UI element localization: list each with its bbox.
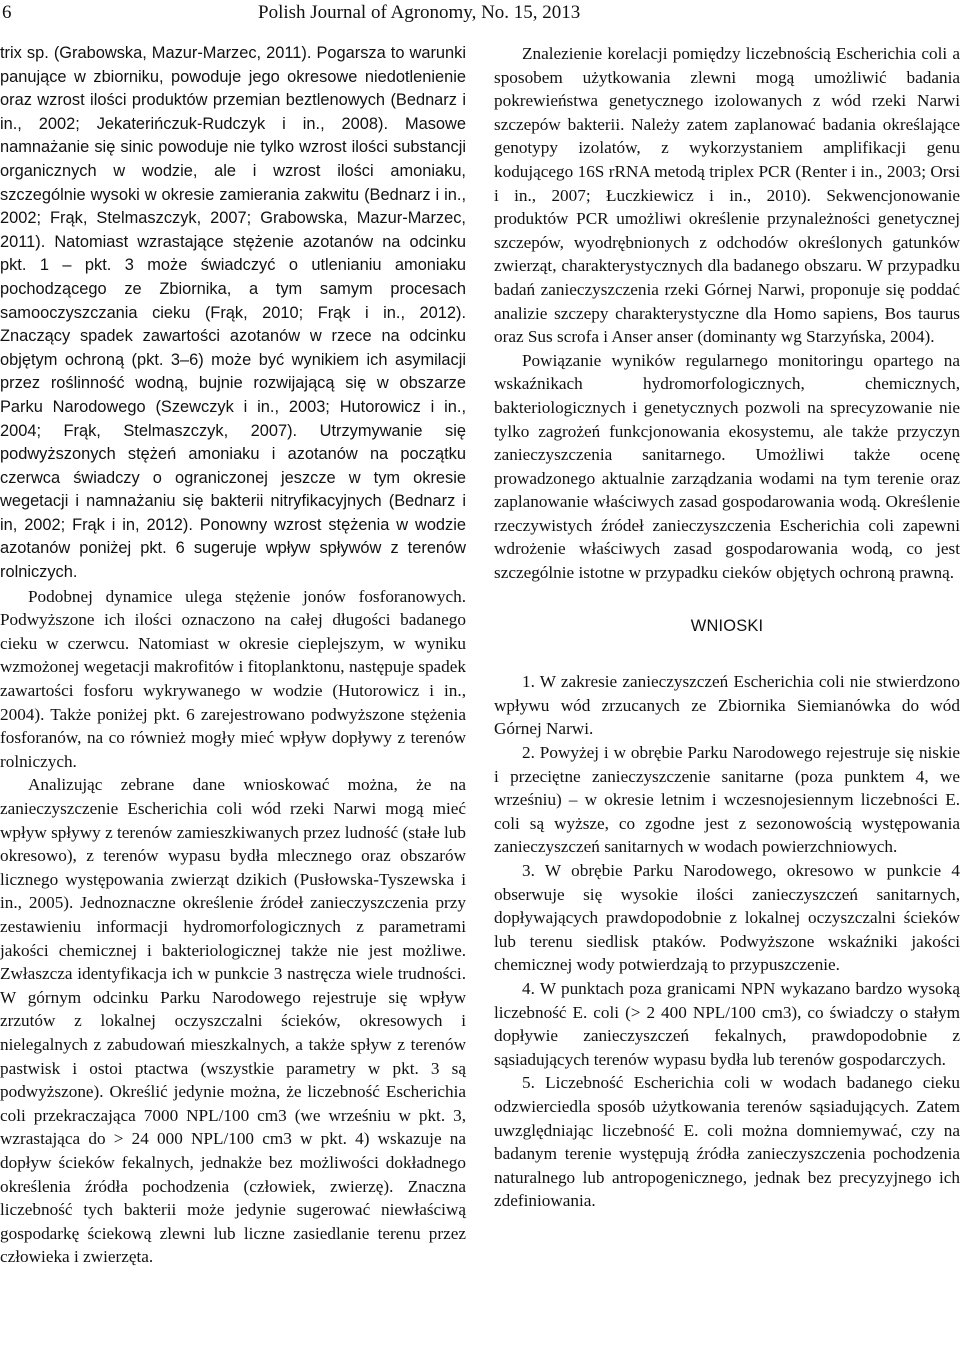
conclusion-item-1-text: 1. W zakresie zanieczyszczeń Escherichia coli nie stwierdzono wpływu wód zrzucanych ze Zbiornika Siemianówka do wód Górnej Narwi. xyxy=(494,672,960,739)
conclusion-item-3-text: 3. W obrębie Parku Narodowego, okresowo w punkcie 4 obserwuje się wysokie ilości zanieczyszczeń sanitarnych, dopływających prawdopodobnie z lokalnej oczyszczalni ścieków lub terenu siedlisk ptaków. Podwyższone wskaźniki jakości chemicznej wody potwierdzają to przypuszczenie. xyxy=(494,861,960,975)
paragraph-monitoring-text: Powiązanie wyników regularnego monitoringu opartego na wskaźnikach hydromorfologicznych, chemicznych, bakteriologicznych i genetycznych pozwoli na sprecyzowanie nie tylko zagrożeń funkcjonowania ekosystemu, ale także przyczyn zanieczyszczenia sanitarnego. Umożliwi także ocenę prowadzonego aktualnie zarządzania wodami na tym terenie oraz zaplanowanie właściwych zasad gospodarowania wodą. Określenie rzeczywistych źródeł zanieczyszczenia Escherichia coli zapewni wdrożenie właściwych zasad gospodarowania wodą, co jest szczególnie istotne w przypadku cieków objętych ochroną prawną. xyxy=(494,350,960,583)
paragraph-ecoli-sources xyxy=(0,773,466,1268)
page-number: 6 xyxy=(2,2,12,23)
paragraph-nitrogen: trix sp. (Grabowska, Mazur-Marzec, 2011). Pogarsza to warunki panujące w zbiorniku, powoduje jego okresowe niedotlenienie oraz wzrost ilości produktów przemian beztlenowych (Bednarz i in., 2002; Jekaterińczuk-Rudczyk i in., 2008). Masowe namnażanie się sinic powoduje nie tylko wzrost ilości substancji organicznych w wodzie, ale i wzrost ilości amoniaku, szczególnie wysoki w okresie zamierania zakwitu (Bednarz i in., 2002; Frąk, Stelmaszczyk, 2007; Grabowska, Mazur-Marzec, 2011). Natomiast wzrastające stężenie azotanów na odcinku pkt. 1 – pkt. 3 może świadczyć o utlenianiu amoniaku pochodzącego ze Zbiornika, a tym samym procesach samooczyszczania cieku (Frąk, 2010; Frąk i in., 2012). Znaczący spadek zawartości azotanów w rzece na odcinku objętym ochroną (pkt. 3–6) może być wynikiem ich asymilacji przez roślinność wodną, bujnie rozwijającą się w obszarze Parku Narodowego (Szewczyk i in., 2003; Hutorowicz i in., 2004; Frąk, Stelmaszczyk, 2007). Utrzymywanie się podwyższonych stężeń amoniaku i azotanów na początku czerwca świadczy o ograniczonej jeszcze w tym okresie wegetacji i namnażaniu się bakterii nitryfikacyjnych (Bednarz i in, 2002; Frąk i in, 2012). Ponowny wzrost stężenia w wodzie azotanów poniżej pkt. 6 sugeruje wpływ spływów z terenów rolniczych. xyxy=(0,44,466,582)
conclusion-item-4-text: 4. W punktach poza granicami NPN wykazano bardzo wysoką liczebność E. coli (> 2 400 NPL/100 cm3), co świadczy o stałym dopływie zanieczyszczeń fekalnych, prawdopodobnie z sąsiadujących terenów wypasu bydła lub terenów gospodarczych. xyxy=(494,978,960,1069)
conclusion-item-3 xyxy=(494,859,960,977)
conclusion-item-1 xyxy=(494,670,960,741)
paragraph-phosphate xyxy=(0,585,466,774)
paragraph-correlation xyxy=(494,42,960,349)
running-header: Polish Journal of Agronomy, No. 15, 2013 xyxy=(258,2,581,23)
paragraph-phosphate-text: Podobnej dynamice ulega stężenie jonów fosforanowych. Podwyższone ich ilości oznaczono na całej długości badanego cieku w czerwcu. Natomiast w okresie cieplejszym, w wyniku wzmożonej wegetacji makrofitów i fitoplanktonu, następuje spadek zawartości fosforu wykrywanego w wodzie (Hutorowicz i in., 2004). Także poniżej pkt. 6 zarejestrowano podwyższone stężenia fosforanów, na co również mogły mieć wpływ dopływy z terenów rolniczych. xyxy=(0,586,466,771)
conclusions-heading: WNIOSKI xyxy=(690,616,764,635)
paragraph-monitoring xyxy=(494,349,960,585)
paragraph-correlation-text: Znalezienie korelacji pomiędzy liczebnością Escherichia coli a sposobem użytkowania zlewni mogą umożliwić badania pokrewieństwa genetycznego izolowanych z wód rzeki Narwi szczepów bakterii. Należy zatem zaplanować badania określające genotypy izolatów, z wykorzystaniem amplifikacji genu kodującego 16S rRNA metodą triplex PCR (Renter i in., 2003; Orsi i in., 2007; Łuczkiewicz i in., 2010). Sekwencjonowanie produktów PCR umożliwi określenie przynależności genetycznej szczepów, wyodrębnionych z odchodów określonych gatunków zwierząt, charakterystycznych dla badanego obszaru. W przypadku badań zanieczyszczenia rzeki Górnej Narwi, proponuje się poddać analizie szczepy charakterystyczne dla Homo sapiens, Bos taurus oraz Sus scrofa i Anser anser (dominanty wg Starzyńska, 2004). xyxy=(494,44,960,347)
conclusion-item-2-text: 2. Powyżej i w obrębie Parku Narodowego rejestruje się niskie i przeciętne zanieczyszczenie sanitarne (poza punktem 4, we wrześniu) – w okresie letnim i wczesnojesiennym liczebności E. coli są wyższe, co zgodne jest z sezonowością występowania zanieczyszczeń sanitarnych w wodach powierzchniowych. xyxy=(494,743,960,857)
conclusion-item-4 xyxy=(494,977,960,1071)
left-column xyxy=(0,42,466,1269)
conclusion-item-2 xyxy=(494,741,960,859)
conclusion-item-5 xyxy=(494,1071,960,1213)
right-column xyxy=(494,42,960,1213)
conclusion-item-5-text: 5. Liczebność Escherichia coli w wodach badanego cieku odzwierciedla sposób użytkowania terenów sąsiadujących. Zatem uwzględniając liczebność E. coli można domniemywać, czy na badanym terenie występują źródła zanieczyszczenia pochodzenia naturalnego lub antropogenicznego, jednak bez precyzyjnego ich zdefiniowania. xyxy=(494,1073,960,1211)
paragraph-ecoli-sources-text: Analizując zebrane dane wnioskować można, że na zanieczyszczenie Escherichia coli wód rzeki Narwi mogą mieć wpływ spływy z terenów zamieszkiwanych przez ludność (stałe lub okresowo), z terenów wypasu bydła mlecznego oraz obszarów licznego występowania zwierząt dzikich (Pusłowska-Tyszewska i in., 2005). Jednoznaczne określenie źródeł zanieczyszczenia przy zestawieniu informacji hydromorfologicznych z parametrami jakości chemicznej i bakteriologicznej także nie jest możliwe. Zwłaszcza identyfikacja ich w punkcie 3 nastręcza wiele trudności. W górnym odcinku Parku Narodowego rejestruje się wpływ zrzutów z lokalnej oczyszczalni ścieków, okresowych i nielegalnych z zabudowań mieszkalnych, a także spływ z terenów pastwisk i ostoi ptactwa (wszystkie parametry w pkt. 3 są podwyższone). Określić jedynie można, że liczebność Escherichia coli przekraczająca 7000 NPL/100 cm3 (we wrześniu w pkt. 3, wzrastająca do > 24 000 NPL/100 cm3 w pkt. 4) wskazuje na dopływ ścieków fekalnych, jednakże bez możliwości dokładnego określenia źródła pochodzenia (człowiek, zwierzę). Znaczna liczebność tych bakterii może jedynie sugerować niewłaściwą gospodarkę ściekową zlewni lub liczne zasiedlanie terenu przez człowieka i zwierzęta. xyxy=(0,775,466,1267)
